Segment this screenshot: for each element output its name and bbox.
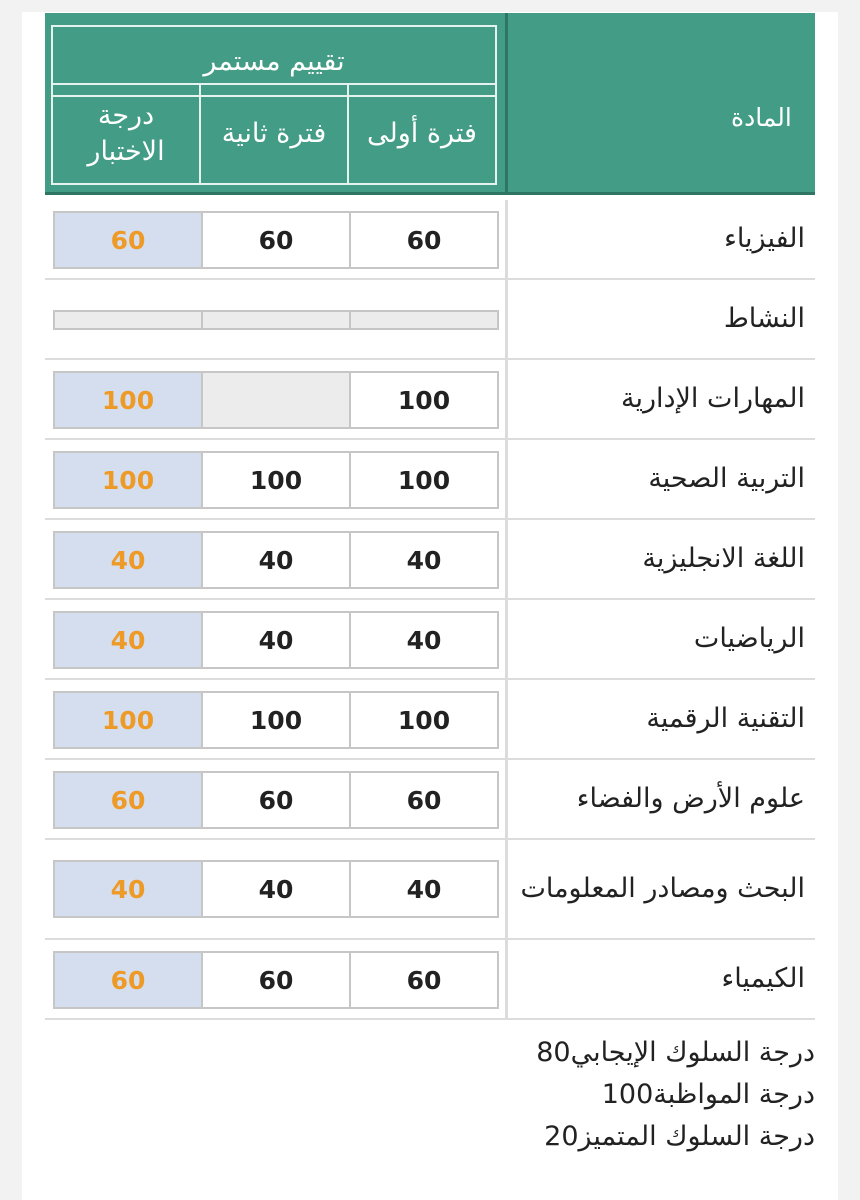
table-row <box>45 760 815 840</box>
row-divider <box>505 940 508 1018</box>
first-period-cell: 40 <box>349 531 499 589</box>
exam-grade-cell: 60 <box>53 211 203 269</box>
table-row <box>45 360 815 440</box>
row-divider <box>505 280 508 358</box>
second-period-cell: 60 <box>201 771 351 829</box>
grade-cells <box>53 310 499 330</box>
second-period-cell: 60 <box>201 951 351 1009</box>
table-row <box>45 680 815 760</box>
row-divider <box>505 520 508 598</box>
header-divider <box>505 13 508 195</box>
first-period-cell: 100 <box>349 371 499 429</box>
page-margin-right <box>838 0 860 1200</box>
subject-name: المهارات الإدارية <box>620 383 805 414</box>
grade-cells <box>53 371 499 429</box>
grades-table-header <box>45 13 815 195</box>
subject-name: التقنية الرقمية <box>646 703 805 734</box>
exam-grade-cell: 100 <box>53 371 203 429</box>
second-period-cell: 100 <box>201 691 351 749</box>
second-period-cell: 40 <box>201 531 351 589</box>
table-row <box>45 940 815 1020</box>
grade-cells <box>53 451 499 509</box>
grade-cells <box>53 531 499 589</box>
second-period-cell: 60 <box>201 211 351 269</box>
row-divider <box>505 760 508 838</box>
exam-grade-cell: 40 <box>53 611 203 669</box>
row-divider <box>505 600 508 678</box>
exam-grade-cell: 100 <box>53 691 203 749</box>
grade-cells <box>53 860 499 918</box>
table-row <box>45 440 815 520</box>
row-divider <box>505 840 508 938</box>
subject-name: الكيمياء <box>721 963 805 994</box>
first-period-cell <box>349 310 499 330</box>
exam-grade-header <box>51 83 201 185</box>
second-period-cell: 40 <box>201 860 351 918</box>
positive-behavior-grade: درجة السلوك الإيجابي80 <box>536 1037 815 1068</box>
subject-name: الرياضيات <box>693 623 805 654</box>
behavior-summary <box>536 1032 815 1158</box>
row-divider <box>505 440 508 518</box>
subject-name: البحث ومصادر المعلومات <box>520 873 805 904</box>
grade-cells <box>53 611 499 669</box>
grade-cells <box>53 211 499 269</box>
exam-grade-cell: 40 <box>53 860 203 918</box>
page-margin-left <box>0 0 22 1200</box>
second-period-cell: 100 <box>201 451 351 509</box>
exam-grade-cell: 40 <box>53 531 203 589</box>
row-divider <box>505 200 508 278</box>
exam-grade-header-line1: درجة <box>97 100 155 131</box>
first-period-cell: 40 <box>349 860 499 918</box>
table-row <box>45 280 815 360</box>
continuous-assessment-header: تقييم مستمر <box>51 25 497 97</box>
subject-name: علوم الأرض والفضاء <box>576 783 805 814</box>
exam-grade-cell: 60 <box>53 951 203 1009</box>
subject-name: التربية الصحية <box>648 463 805 494</box>
second-period-cell: 40 <box>201 611 351 669</box>
second-period-header: فترة ثانية <box>199 83 349 185</box>
second-period-cell <box>201 371 351 429</box>
page-margin-top <box>22 0 838 12</box>
first-period-cell: 60 <box>349 771 499 829</box>
table-row <box>45 600 815 680</box>
table-row <box>45 840 815 940</box>
row-divider <box>505 680 508 758</box>
grade-cells <box>53 771 499 829</box>
first-period-header: فترة أولى <box>347 83 497 185</box>
subject-name: الفيزياء <box>724 223 805 254</box>
first-period-cell: 100 <box>349 451 499 509</box>
subject-column-header: المادة <box>731 103 792 132</box>
subject-name: اللغة الانجليزية <box>642 543 805 574</box>
grade-cells <box>53 951 499 1009</box>
exam-grade-cell <box>53 310 203 330</box>
exam-grade-cell: 60 <box>53 771 203 829</box>
first-period-cell: 100 <box>349 691 499 749</box>
first-period-cell: 60 <box>349 951 499 1009</box>
attendance-grade: درجة المواظبة100 <box>601 1079 815 1110</box>
exam-grade-cell: 100 <box>53 451 203 509</box>
row-divider <box>505 360 508 438</box>
exam-grade-header-line2: الاختبار <box>87 136 165 167</box>
first-period-cell: 60 <box>349 211 499 269</box>
second-period-cell <box>201 310 351 330</box>
subject-name: النشاط <box>723 303 805 334</box>
table-row <box>45 200 815 280</box>
distinguished-behavior-grade: درجة السلوك المتميز20 <box>544 1121 815 1152</box>
table-row <box>45 520 815 600</box>
grade-cells <box>53 691 499 749</box>
first-period-cell: 40 <box>349 611 499 669</box>
